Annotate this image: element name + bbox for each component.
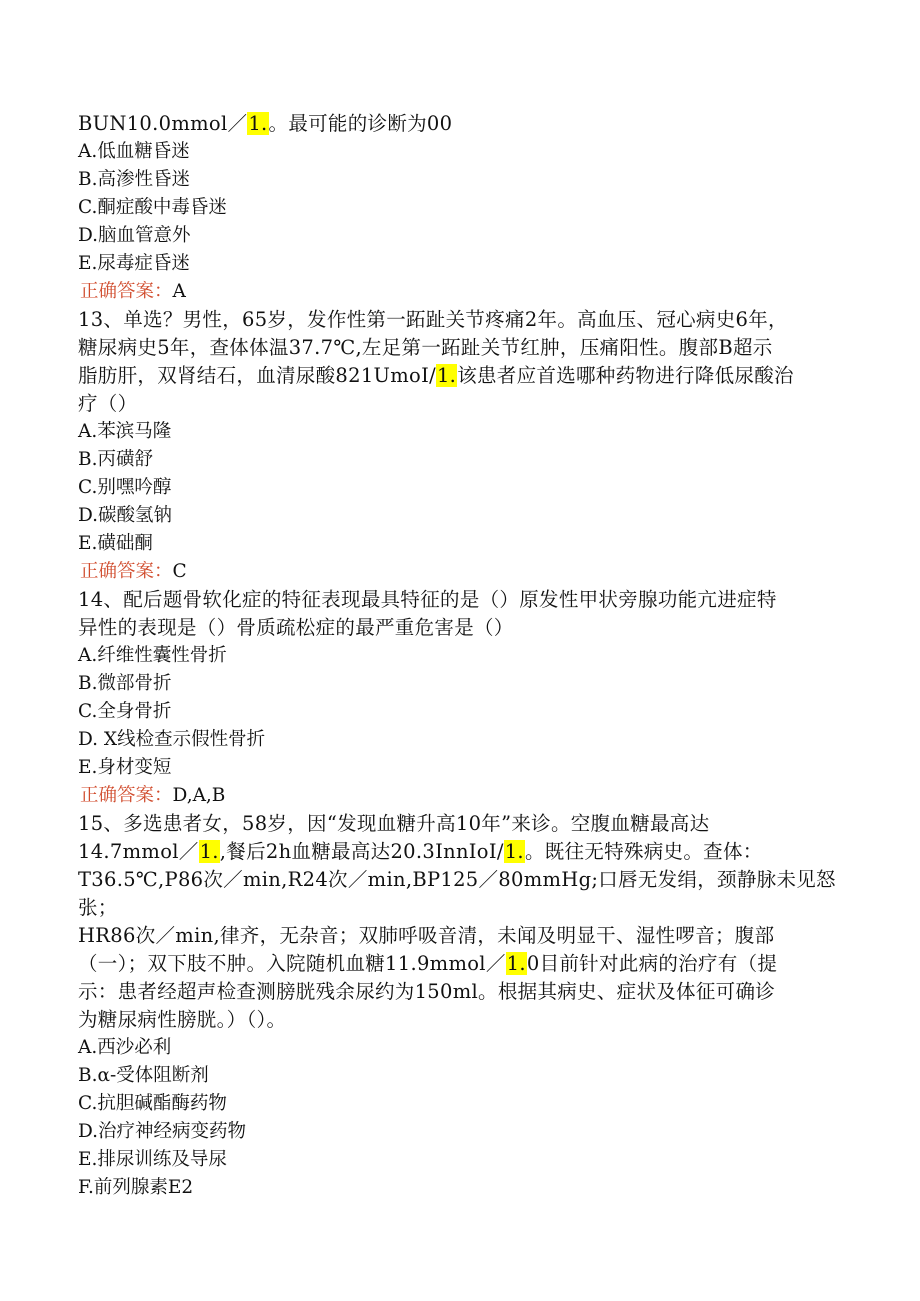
question-stem-line: （一）；双下肢不肿。入院随机血糖11.9mmol／1.0目前针对此病的治疗有（提: [78, 952, 778, 975]
answer-label: 正确答案：: [80, 785, 173, 806]
option-e: E.尿毒症昏迷: [78, 253, 190, 274]
option-b: B.α-受体阻断剂: [78, 1065, 209, 1086]
answer-label: 正确答案：: [80, 561, 173, 582]
question-13: [78, 306, 848, 586]
correct-answer: [80, 558, 848, 586]
question-stem-line: 14、配后题骨软化症的特征表现最具特征的是（）原发性甲状旁腺功能亢进症特: [78, 588, 777, 611]
question-14: [78, 586, 848, 810]
correct-answer: [80, 782, 848, 810]
correct-answer: [80, 278, 848, 306]
question-15: [78, 810, 848, 1202]
question-stem-line: 14.7mmol／1.,餐后2h血糖最高达20.3InnIoI/1.。既往无特殊病史。查体：: [78, 840, 763, 863]
highlight-mark: 1.: [436, 364, 457, 387]
answer-value: D,A,B: [172, 785, 226, 806]
question-stem-line: 13、单选？男性，65岁，发作性第一跖趾关节疼痛2年。高血压、冠心病史6年，: [78, 308, 788, 331]
question-stem-line: 为糖尿病性膀胱。）（）。: [78, 1008, 287, 1031]
question-stem-line: 疗（）: [78, 392, 138, 415]
option-c: C.别嘿吟醇: [78, 477, 172, 498]
option-c: C.全身骨折: [78, 701, 172, 722]
question-stem-line: 示：患者经超声检查测膀胱残余尿约为150ml。根据其病史、症状及体征可确诊: [78, 980, 776, 1003]
question-stem-line: 糖尿病史5年，查体体温37.7℃,左足第一跖趾关节红肿，压痛阳性。腹部B超示: [78, 336, 773, 359]
option-a: A.苯滨马隆: [78, 421, 172, 442]
answer-label: 正确答案：: [80, 281, 173, 302]
option-e: E.排尿训练及导尿: [78, 1149, 227, 1170]
option-d: D.脑血管意外: [78, 225, 191, 246]
answer-value: A: [172, 281, 186, 302]
question-stem-line: 异性的表现是（）骨质疏松症的最严重危害是（）: [78, 616, 514, 639]
option-f: F.前列腺素E2: [78, 1177, 194, 1198]
question-stem-line: BUN10.0mmol／1.。最可能的诊断为00: [78, 112, 453, 135]
option-c: C.酮症酸中毒昏迷: [78, 197, 227, 218]
option-a: A.西沙必利: [78, 1037, 172, 1058]
option-c: C.抗胆碱酯酶药物: [78, 1093, 227, 1114]
option-e: E.磺础酮: [78, 533, 153, 554]
option-a: A.低血糖昏迷: [78, 141, 190, 162]
option-d: D.碳酸氢钠: [78, 505, 173, 526]
question-stem-line: T36.5℃,P86次／min,R24次／min,BP125／80mmHg;口唇无发绢，颈静脉未见怒张；: [78, 868, 836, 919]
option-d: D. X线检查示假性骨折: [78, 729, 266, 750]
question-stem-line: 15、多选患者女，58岁，因“发现血糖升高10年”来诊。空腹血糖最高达: [78, 812, 710, 835]
option-b: B.丙磺舒: [78, 449, 153, 470]
highlight-mark: 1.: [248, 112, 268, 135]
option-a: A.纤维性囊性骨折: [78, 645, 227, 666]
question-stem-line: 脂肪肝，双肾结石，血清尿酸821UmoI/1.该患者应首选哪种药物进行降低尿酸治: [78, 364, 794, 387]
option-e: E.身材变短: [78, 757, 172, 778]
document-page: [78, 110, 848, 1202]
option-b: B.高渗性昏迷: [78, 169, 190, 190]
question-12-tail: [78, 110, 848, 306]
answer-value: C: [172, 561, 187, 582]
highlight-mark: 1.: [504, 840, 524, 863]
highlight-mark: 1.: [199, 840, 219, 863]
question-stem-line: HR86次／min,律齐，无杂音；双肺呼吸音清，未闻及明显干、湿性啰音；腹部: [78, 924, 775, 947]
option-b: B.微部骨折: [78, 673, 172, 694]
highlight-mark: 1.: [506, 952, 526, 975]
option-d: D.治疗神经病变药物: [78, 1121, 247, 1142]
